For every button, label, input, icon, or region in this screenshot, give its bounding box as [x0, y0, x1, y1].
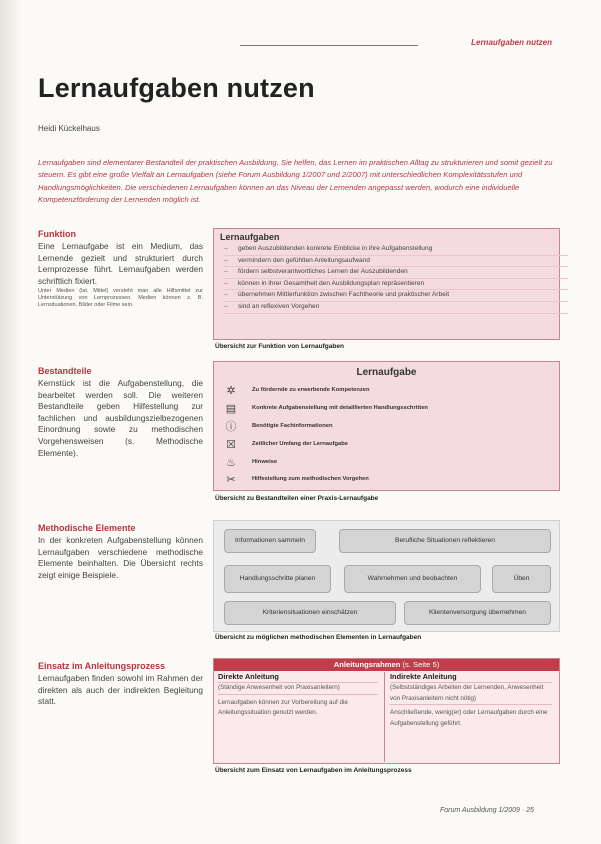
list-item — [222, 419, 552, 433]
column-divider — [384, 672, 385, 762]
page-footer: Forum Ausbildung 1/2009 · 25 — [440, 807, 534, 814]
methodik-box — [213, 520, 560, 632]
item-label: Zeitlicher Umfang der Lernaufgabe — [252, 441, 348, 447]
header-label: Anleitungsrahmen — [333, 660, 401, 669]
list-item: – fördern selbstverantwortliches Lernen der Auszubildenden — [224, 267, 568, 279]
list-item — [222, 455, 552, 469]
list-item — [222, 437, 552, 451]
intro-paragraph: Lernaufgaben sind elementarer Bestandteil der praktischen Ausbildung. Sie helfen, das Lernen im praktischen Alltag zu strukturieren und somit gezielt zu steuern. Es gibt eine große Vielfalt an Lernaufgaben (siehe Forum Ausbildung 1/2007 und 2/2007) mit unterschiedlichen Komplexitätsstufen und Handlungsmöglichkeiten. Die verschiedenen Lernaufgaben können an das Niveau der Lernenden angepasst werden, wodurch eine individuelle Kompetenzförderung der Lernenden möglich ist. — [38, 158, 553, 205]
document-icon: ▤ — [225, 402, 237, 415]
page-title: Lernaufgaben nutzen — [38, 73, 315, 103]
section-heading: Methodische Elemente — [38, 523, 136, 533]
header-ref: (s. Seite 5) — [402, 660, 440, 669]
section-methodisch — [38, 523, 203, 581]
hint-icon: ♨ — [226, 456, 236, 469]
column-text: Lernaufgaben können zur Vorbereitung auf die Anleitungssituation genutzt werden. — [218, 698, 348, 717]
frame-icon: ☒ — [226, 438, 236, 451]
section-text: Lernaufgaben finden sowohl im Rahmen der direkten als auch der indirekten Begleitung statt. — [38, 673, 203, 707]
box-title: Lernaufgaben — [220, 232, 280, 242]
caption: Übersicht zur Funktion von Lernaufgaben — [215, 343, 344, 350]
section-heading: Funktion — [38, 229, 76, 239]
header-rule — [240, 45, 418, 46]
item-label: Zu fördernde zu erwerbende Kompetenzen — [252, 387, 370, 393]
item-label: Benötigte Fachinformationen — [252, 423, 333, 429]
funktion-list — [214, 244, 559, 314]
section-text: In der konkreten Aufgabenstellung können Lernaufgaben verschiedene methodische Elemente beinhalten. Die Übersicht rechts zeigt einige Beispiele. — [38, 535, 203, 580]
info-icon: ⓘ — [225, 421, 237, 433]
method-pill: Kriteriensituationen einschätzen — [224, 601, 396, 625]
direkt-column — [218, 672, 378, 719]
caption: Übersicht zu möglichen methodischen Elementen in Lernaufgaben — [215, 634, 422, 641]
item-label: Hilfestellung zum methodischen Vorgehen — [252, 476, 369, 482]
method-pill: Üben — [492, 565, 551, 593]
column-text: Anschließende, wenig(er) oder Lernaufgaben durch eine Aufgabenstellung geführt. — [390, 709, 548, 727]
method-pill: Klientenversorgung übernehmen — [404, 601, 551, 625]
section-note: Unter Medien (lat. Mittel) versteht man alle Hilfsmittel zur Unterstützung von Lernprozessen. Medien können z. B. Lernsituationen, Bilder oder Filme sein. — [38, 288, 203, 309]
method-pill: Handlungsschritte planen — [224, 565, 331, 593]
method-pill: Informationen sammeln — [224, 529, 316, 553]
list-item — [222, 383, 552, 397]
column-text: (Ständige Anwesenheit von Praxisanleitern) — [218, 683, 378, 694]
goal-icon: ✲ — [226, 384, 236, 397]
section-bestandteile — [38, 366, 203, 459]
list-item: – vermindern den gefühlten Anleitungsaufwand — [224, 256, 568, 268]
funktion-box — [213, 228, 560, 340]
einsatz-box — [213, 658, 560, 764]
tools-icon: ✂ — [226, 473, 236, 486]
column-text: (Selbstständiges Arbeiten der Lernenden, Anwesenheit von Praxisanleitern nicht nötig) — [390, 683, 552, 705]
caption: Übersicht zu Bestandteilen einer Praxis-Lernaufgabe — [215, 495, 379, 502]
section-funktion — [38, 229, 203, 309]
item-label: Hinweise — [252, 459, 278, 465]
section-tag: Lernaufgaben nutzen — [471, 38, 552, 47]
method-pill: Berufliche Situationen reflektieren — [339, 529, 551, 553]
section-text: Kernstück ist die Aufgabenstellung, die bearbeitet werden soll. Die weiteren Bestandteile geben Hilfestellung zur fachlichen und ausbildungszielbezogenen Einordnung sowie zu methodischen Vorgehensweisen (s. Methodische Elemente). — [38, 378, 203, 458]
box-header — [214, 659, 559, 671]
list-item: – sind an reflexiven Vorgehen — [224, 302, 568, 314]
list-item — [222, 401, 552, 415]
box-title: Lernaufgabe — [356, 367, 417, 378]
method-pill: Wahrnehmen und beobachten — [344, 565, 481, 593]
item-label: Konkrete Aufgabenstellung mit detaillierten Handlungsschritten — [252, 405, 428, 411]
bestandteile-box — [213, 361, 560, 491]
section-heading: Einsatz im Anleitungsprozess — [38, 661, 166, 671]
list-item: – übernehmen Mittlerfunktion zwischen Fachtheorie und praktischer Arbeit — [224, 290, 568, 302]
list-item — [222, 472, 552, 486]
column-heading: Direkte Anleitung — [218, 672, 378, 683]
column-heading: Indirekte Anleitung — [390, 672, 552, 683]
section-einsatz — [38, 661, 203, 708]
author: Heidi Kückelhaus — [38, 124, 100, 133]
list-item: – können in ihrer Gesamtheit den Ausbildungsplan repräsentieren — [224, 279, 568, 291]
caption: Übersicht zum Einsatz von Lernaufgaben im Anleitungsprozess — [215, 767, 412, 774]
section-text: Eine Lernaufgabe ist ein Medium, das Lernende gezielt und strukturiert durch Lernprozesse führt. Lernaufgaben werden schriftlich fixiert. — [38, 241, 203, 286]
section-heading: Bestandteile — [38, 366, 92, 376]
list-item: – geben Auszubildenden konkrete Einblicke in ihre Aufgabenstellung — [224, 244, 568, 256]
indirekt-column — [390, 672, 552, 729]
